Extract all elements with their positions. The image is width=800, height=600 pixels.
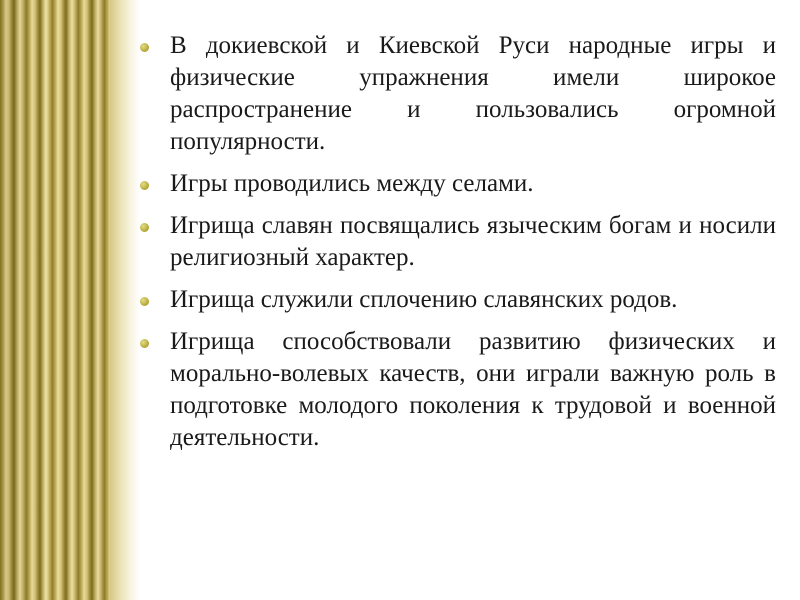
stripe-fade bbox=[110, 0, 140, 600]
stripe-shade bbox=[0, 0, 110, 600]
bullet-list bbox=[140, 30, 776, 454]
bullet-text: Игрища служили сплочению славянских родов. bbox=[170, 286, 678, 313]
bullet-text: Игрища способствовали развитию физических и морально-волевых качеств, они играли важную роль в подготовке молодого поколения к трудовой и военной деятельности. bbox=[170, 328, 776, 451]
bullet-item bbox=[140, 210, 776, 274]
bullet-dot-icon bbox=[140, 297, 149, 306]
bullet-text: Игрища славян посвящались языческим богам и носили религиозный характер. bbox=[170, 212, 776, 271]
bullet-dot-icon bbox=[140, 181, 149, 190]
bullet-dot-icon bbox=[140, 339, 149, 348]
bullet-text: Игры проводились между селами. bbox=[170, 170, 534, 197]
bullet-dot-icon bbox=[140, 43, 149, 52]
bullet-item bbox=[140, 284, 776, 316]
bullet-item bbox=[140, 30, 776, 158]
slide-content bbox=[140, 30, 776, 464]
bullet-item bbox=[140, 326, 776, 454]
bullet-dot-icon bbox=[140, 223, 149, 232]
bullet-text: В докиевской и Киевской Руси народные игры и физические упражнения имели широкое распространение и пользовались огромной популярности. bbox=[170, 32, 776, 155]
bullet-item bbox=[140, 168, 776, 200]
